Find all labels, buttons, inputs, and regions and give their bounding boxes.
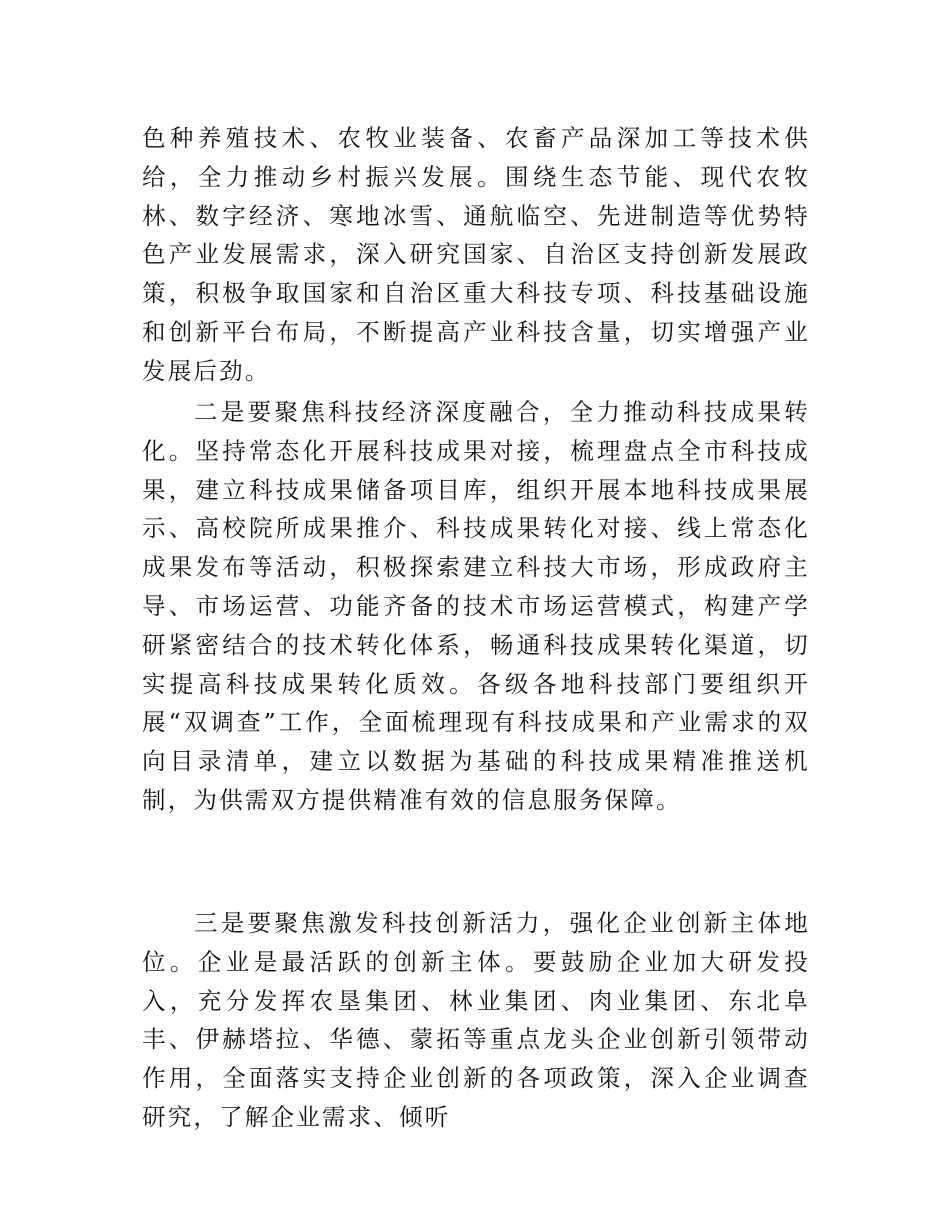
paragraph-tech-achievement-transfer: 二是要聚焦科技经济深度融合，全力推动科技成果转化。坚持常态化开展科技成果对接，梳理盘点全市科技成果，建立科技成果储备项目库，组织开展本地科技成果展示、高校院所成果推介、科技成果转化对接、线上常态化成果发布等活动，积极探索建立科技大市场，形成政府主导、市场运营、功能齐备的技术市场运营模式，构建产学研紧密结合的技术转化体系，畅通科技成果转化渠道，切实提高科技成果转化质效。各级各地科技部门要组织开展“双调查”工作，全面梳理现有科技成果和产业需求的双向目录清单，建立以数据为基础的科技成果精准推送机制，为供需双方提供精准有效的信息服务保障。 [142, 398, 810, 814]
paragraph-continuation: 色种养殖技术、农牧业装备、农畜产品深加工等技术供给，全力推动乡村振兴发展。围绕生态节能、现代农牧林、数字经济、寒地冰雪、通航临空、先进制造等优势特色产业发展需求，深入研究国家、自治区支持创新发展政策，积极争取国家和自治区重大科技专项、科技基础设施和创新平台布局，不断提高产业科技含量，切实增强产业发展后劲。 [142, 124, 810, 385]
paragraph-enterprise-innovation: 三是要聚焦激发科技创新活力，强化企业创新主体地位。企业是最活跃的创新主体。要鼓励企业加大研发投入，充分发挥农垦集团、林业集团、肉业集团、东北阜丰、伊赫塔拉、华德、蒙拓等重点龙头企业创新引领带动作用，全面落实支持企业创新的各项政策，深入企业调查研究，了解企业需求、倾听 [142, 909, 810, 1131]
